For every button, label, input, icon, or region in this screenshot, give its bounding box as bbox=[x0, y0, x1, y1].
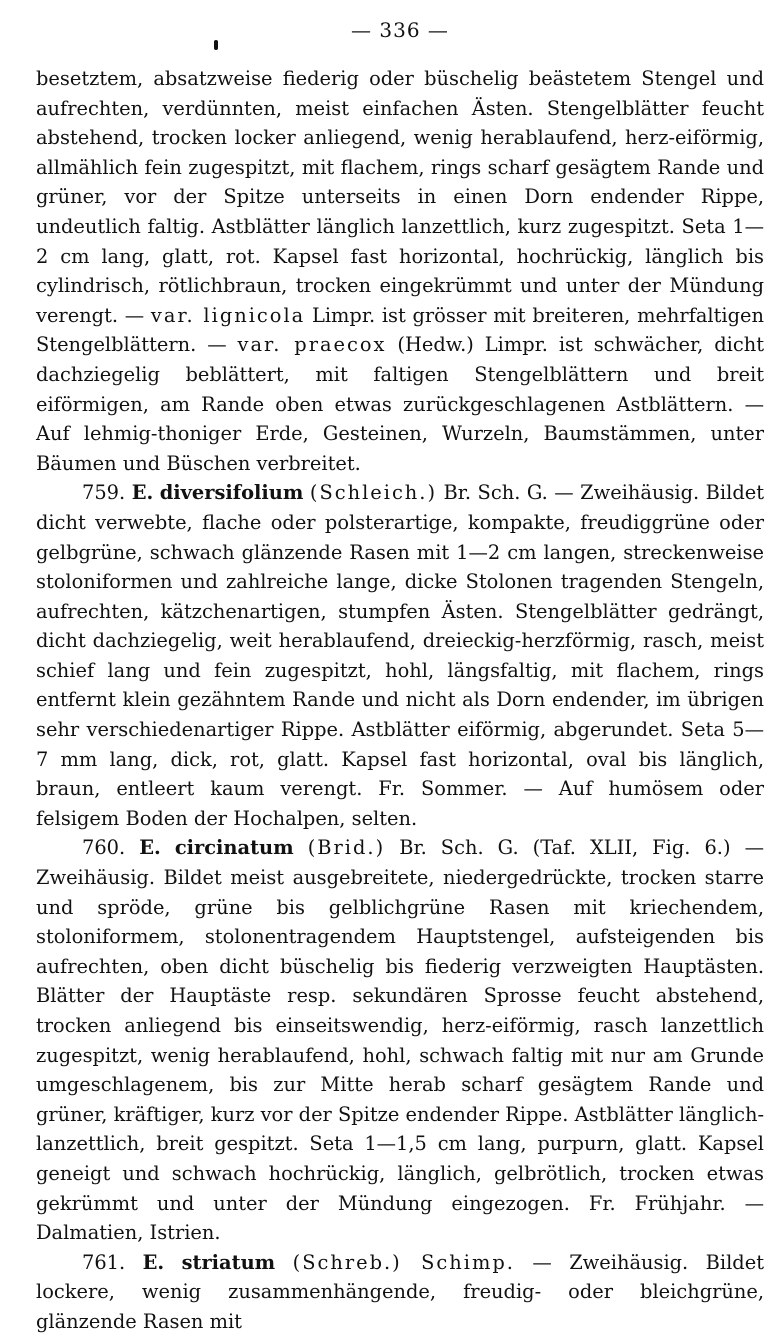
entry-761 bbox=[36, 1248, 764, 1337]
body-text bbox=[36, 64, 764, 1337]
entry-text: — Zweihäusig. Bildet lockere, wenig zusammenhängende, freudig- oder bleichgrüne, glänzende Rasen mit bbox=[36, 1250, 764, 1333]
entry-text: Br. Sch. G. (Taf. XLII, Fig. 6.) — Zweihäusig. Bildet meist ausgebreitete, niedergedrückte, trocken starre und spröde, grüne bis gelblichgrüne Rasen mit kriechendem, stoloniformem, stolonentragendem Hauptstengel, aufsteigenden bis aufrechten, oben dicht büschelig bis fiederig verzweigten Hauptästen. Blätter der Hauptäste resp. sekundären Sprosse feucht abstehend, trocken anliegend bis einseitswendig, herz-eiförmig, rasch lanzettlich zugespitzt, wenig herablaufend, hohl, schwach faltig mit nur am Grunde umgeschlagenem, bis zur Mitte herab scharf gesägtem Rande und grüner, kräftiger, kurz vor der Spitze endender Rippe. Astblätter länglich-lanzettlich, breit gespitzt. Seta 1—1,5 cm lang, purpurn, glatt. Kapsel geneigt und schwach hochrückig, länglich, gelbrötlich, trocken etwas gekrümmt und unter der Mündung eingezogen. Fr. Frühjahr. — Dalmatien, Istrien. bbox=[36, 836, 764, 1245]
entry-760 bbox=[36, 833, 764, 1247]
entry-number: 759. bbox=[82, 481, 126, 505]
continued-text-3: (Hedw.) Limpr. ist schwächer, dicht dachziegelig beblättert, mit faltigen Stengelblättern und breit eiförmigen, am Rande oben etwas zurückgeschlagenen Astblättern. — Auf lehmig-thoniger Erde, Gesteinen, Wurzeln, Baumstämmen, unter Bäumen und Büschen verbreitet. bbox=[36, 333, 764, 475]
entry-author: (Brid.) bbox=[307, 836, 386, 860]
continued-paragraph bbox=[36, 64, 764, 478]
entry-author: (Schleich.) bbox=[309, 481, 438, 505]
entry-species: striatum bbox=[181, 1250, 276, 1274]
page-number: — 336 — bbox=[351, 18, 449, 42]
entry-author: (Schreb.) Schimp. bbox=[292, 1250, 515, 1274]
entry-species: circinatum bbox=[174, 836, 294, 860]
variety-lignicola: var. lignicola bbox=[150, 303, 306, 327]
entry-species: diversifolium bbox=[159, 481, 304, 505]
continued-text-1: besetztem, absatzweise fiederig oder büschelig beästetem Stengel und aufrechten, verdünnten, meist einfachen Ästen. Stengelblätter feucht abstehend, trocken locker anliegend, wenig herablaufend, herz-eiförmig, allmählich fein zugespitzt, mit flachem, rings scharf gesägtem Rande und grüner, vor der Spitze unterseits in einen Dorn endender Rippe, undeutlich faltig. Astblätter länglich lanzettlich, kurz zugespitzt. Seta 1—2 cm lang, glatt, rot. Kapsel fast horizontal, hochrückig, länglich bis cylindrisch, rötlichbraun, trocken eingekrümmt und unter der Mündung verengt. — bbox=[36, 67, 764, 327]
entry-text: Br. Sch. G. — Zweihäusig. Bildet dicht verwebte, flache oder polsterartige, kompakte, freudiggrüne oder gelbgrüne, schwach glänzende Rasen mit 1—2 cm langen, streckenweise stoloniformen und zahlreiche lange, dicke Stolonen tragenden Stengeln, aufrechten, kätzchenartigen, stumpfen Ästen. Stengelblätter gedrängt, dicht dachziegelig, weit herablaufend, dreieckig-herzförmig, rasch, meist schief lang und fein zugespitzt, hohl, längsfaltig, mit flachem, rings entfernt klein gezähntem Rande und nicht als Dorn endender, im übrigen sehr verschiedenartiger Rippe. Astblätter eiförmig, abgerundet. Seta 5—7 mm lang, dick, rot, glatt. Kapsel fast horizontal, oval bis länglich, braun, entleert kaum verengt. Fr. Sommer. — Auf humösem oder felsigem Boden der Hochalpen, selten. bbox=[36, 481, 765, 830]
entry-genus: E. bbox=[139, 836, 161, 860]
entry-number: 761. bbox=[82, 1250, 126, 1274]
entry-number: 760. bbox=[82, 836, 126, 860]
document-page bbox=[36, 16, 764, 1337]
variety-praecox: var. praecox bbox=[237, 333, 387, 357]
entry-genus: E. bbox=[131, 481, 154, 505]
entry-759 bbox=[36, 478, 764, 833]
continued-text-2: Limpr. ist grösser mit breiteren, mehrfaltigen Stengelblättern. — bbox=[36, 303, 764, 357]
entry-genus: E. bbox=[142, 1250, 165, 1274]
